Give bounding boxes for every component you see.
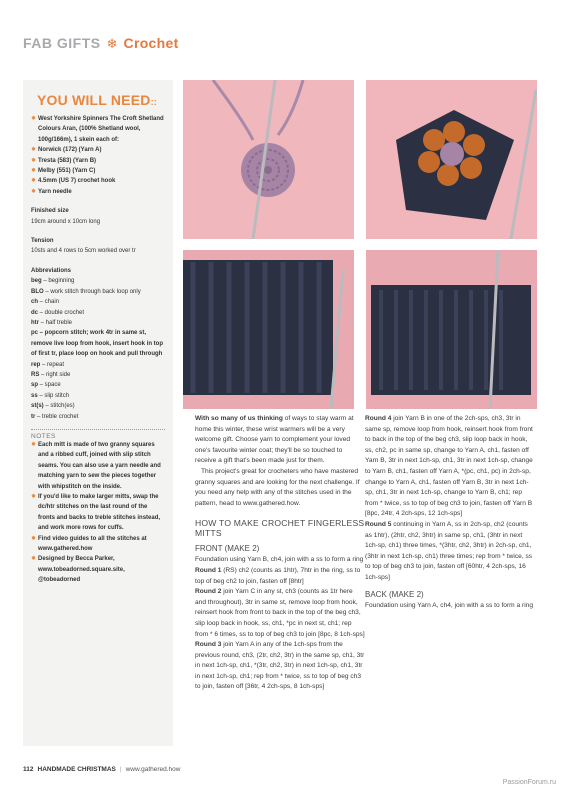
photo-ribbed-cuff <box>183 250 354 409</box>
tension-value: 10sts and 4 rows to 5cm worked over tr <box>31 248 136 255</box>
paragraph: Foundation using Yarn B, ch4, join with a ss to form a ring <box>195 556 364 564</box>
round-1: Round 1 (RS) ch2 (counts as 1htr), 7htr in the ring, ss to top of beg ch2 to join, fasten off [8htr] <box>195 566 361 585</box>
bullet-icon: ✸ <box>31 168 37 175</box>
page-number: 112 <box>23 766 34 773</box>
list-item: ✸ Tresta (583) (Yarn B) <box>31 157 97 164</box>
bullet-icon: ✸ <box>31 116 37 122</box>
tension-label: Tension <box>31 238 54 245</box>
abbreviations-list <box>31 276 165 422</box>
abbreviation-item: beg – beginning <box>31 278 75 285</box>
materials-sidebar <box>23 80 173 746</box>
intro-paragraph: With so many of us thinking of ways to stay warm at home this winter, these wrist warmers will be a very welcome gift. Choose yarn to complement your loved one's favourite winter coat; they'll be so touched to receive a gift that's been made just for them. <box>195 415 354 465</box>
notes-label: NOTES <box>31 432 56 440</box>
bullet-icon: ✸ <box>31 147 37 154</box>
article-column-1 <box>195 414 365 693</box>
list-item: ✸ Norwick (172) (Yarn A) <box>31 147 102 154</box>
watermark-text: PassionForum.ru <box>502 779 556 786</box>
bullet-icon: ✸ <box>31 178 37 185</box>
footer-separator: | <box>119 766 122 773</box>
bullet-icon: ✸ <box>31 441 37 448</box>
abbreviation-item: tr – treble crochet <box>31 413 79 420</box>
round-3: Round 3 join Yarn A in any of the 1ch-sps from the previous round, ch3, (2tr, ch2, 3tr) in the same sp, ch1, 3tr in next 1ch-sp, ch1, *(3tr, ch2, 3tr) in next 1ch-sp, ch1, 3tr in next 1ch-sp, ch1; rep from * twice, ss to top of beg ch3 to join, fasten off [36tr, 4 2ch-sps, 8 1ch-sps] <box>195 641 365 691</box>
sidebar-title-dots: :: <box>150 97 157 107</box>
abbreviation-item: rep – repeat <box>31 361 65 368</box>
abbreviation-item: dc – double crochet <box>31 309 85 316</box>
subheading-back: BACK (MAKE 2) <box>365 589 424 599</box>
photo-joining-seam <box>366 250 537 409</box>
joining-seam-illustration <box>366 250 537 409</box>
paragraph: Foundation using Yarn A, ch4, join with a ss to form a ring <box>365 601 533 609</box>
abbreviations-label: Abbreviations <box>31 267 72 274</box>
bullet-icon: ✸ <box>31 494 37 500</box>
bullet-icon: ✸ <box>31 188 37 195</box>
abbreviation-item: RS – right side <box>31 371 71 378</box>
bullet-icon: ✸ <box>31 157 37 164</box>
subheading-front: FRONT (MAKE 2) <box>195 544 260 554</box>
abbreviation-item: ss – slip stitch <box>31 392 70 399</box>
subsection-label: Crochet <box>123 35 179 51</box>
photo-crochet-ring <box>183 80 354 239</box>
magazine-name: HANDMADE CHRISTMAS <box>37 766 116 773</box>
granny-square-illustration <box>366 80 537 239</box>
sidebar-title: YOU WILL NEED:: <box>37 92 157 108</box>
abbreviation-item: htr – half treble <box>31 319 73 326</box>
abbreviation-item: ch – chain <box>31 299 60 306</box>
paragraph: This project's great for crocheters who have mastered granny squares and are looking for the next challenge. If you need any help with any of the stitches used in the pattern, head to www.gathered.how. <box>195 467 360 507</box>
footer-url: www.gathered.how <box>125 766 181 773</box>
list-item: ✸ West Yorkshire Spinners The Croft Shetland Colours Aran, (100% Shetland wool, 100g/166m), 1 skein each of: <box>31 116 164 143</box>
section-label: FAB GIFTS <box>23 35 101 51</box>
abbreviation-item: BLO – work stitch through back loop only <box>31 288 141 295</box>
note-item: ✸ Designed by Becca Parker, www.tobeadorned.square.site, @tobeadorned <box>31 556 125 584</box>
note-item: ✸ If you'd like to make larger mitts, swap the dc/htr stitches on the last round of the fronts and backs to treble stitches instead, and work more rows for cuffs. <box>31 494 161 532</box>
section-heading: HOW TO MAKE CROCHET FINGERLESS MITTS <box>195 518 365 539</box>
round-4: Round 4 join Yarn B in one of the 2ch-sps, ch3, 3tr in same sp, remove loop from hook, reinsert hook from front to back in the top of the beg ch3, slip loop back in hook, ss, ch2, pc in same sp, change to Yarn A, ch1, fasten off Yarn B, 3tr in next 1ch-sp, ch1, 3tr in next 1ch-sp, change to Yarn B, ch1, fasten off Yarn A, *(pc, ch1, pc) in 2ch-sp, change to Yarn A, ch1, fasten off Yarn B, 3tr in next 1ch-sp, ch1, 3tr in next 1ch-sp, change to Yarn B, ch1; rep from * twice, ss to top of beg ch3 to join, fasten off Yarn B [8pc, 24tr, 4 2ch-sps, 12 1ch-sps] <box>365 415 533 518</box>
abbreviation-item: sp – space <box>31 382 61 389</box>
snowflake-icon: ❄ <box>106 35 118 51</box>
abbreviation-item: pc – popcorn stitch; work 4tr in same st, remove live loop from hook, insert hook in top of first tr, place loop on hook and pull through <box>31 330 164 358</box>
crochet-ring-illustration <box>183 80 354 239</box>
note-item: ✸ Find video guides to all the stitches at www.gathered.how <box>31 535 147 553</box>
note-item: ✸ Each mitt is made of two granny squares and a ribbed cuff, joined with slip stitch seams. You can also use a yarn needle and matching yarn to sew the pieces together with whipstitch on the inside. <box>31 441 161 490</box>
list-item: ✸ Melby (551) (Yarn C) <box>31 168 96 175</box>
page-header <box>23 33 179 53</box>
photo-granny-square <box>366 80 537 239</box>
finished-size-value: 19cm around x 10cm long <box>31 218 101 225</box>
bullet-icon: ✸ <box>31 535 37 542</box>
round-5: Round 5 continuing in Yarn A, ss in 2ch-sp, ch2 (counts as 1htr), (2htr, ch2, 3htr) in same sp, ch1, (3htr in next 1ch-sp, ch1) three times, *(3htr, ch2, 3htr) in 2ch-sp, ch1, (3htr in next 1ch-sp, ch1) three times; rep from * twice, ss to top of beg ch3 to join, fasten off [60htr, 4 2ch-sps, 16 1ch-sps] <box>365 520 533 581</box>
bullet-icon: ✸ <box>31 556 37 563</box>
list-item: ✸ 4.5mm (US 7) crochet hook <box>31 178 116 185</box>
page-footer <box>23 766 180 773</box>
divider <box>31 429 165 430</box>
abbreviation-item: st(s) – stitch(es) <box>31 403 75 410</box>
finished-size-label: Finished size <box>31 208 69 215</box>
list-item: ✸ Yarn needle <box>31 188 72 195</box>
article-column-2 <box>365 414 535 611</box>
round-2: Round 2 join Yarn C in any st, ch3 (counts as 1tr here and throughout), 3tr in same st, remove loop from hook, reinsert hook from front to back in the top of the beg ch3, slip loop back in hook, ss, ch1, *pc in next st, ch1; rep from * 6 times, ss to top of beg ch3 to join [8pc, 8 1ch-sps] <box>195 588 365 638</box>
ribbed-cuff-illustration <box>183 250 354 409</box>
